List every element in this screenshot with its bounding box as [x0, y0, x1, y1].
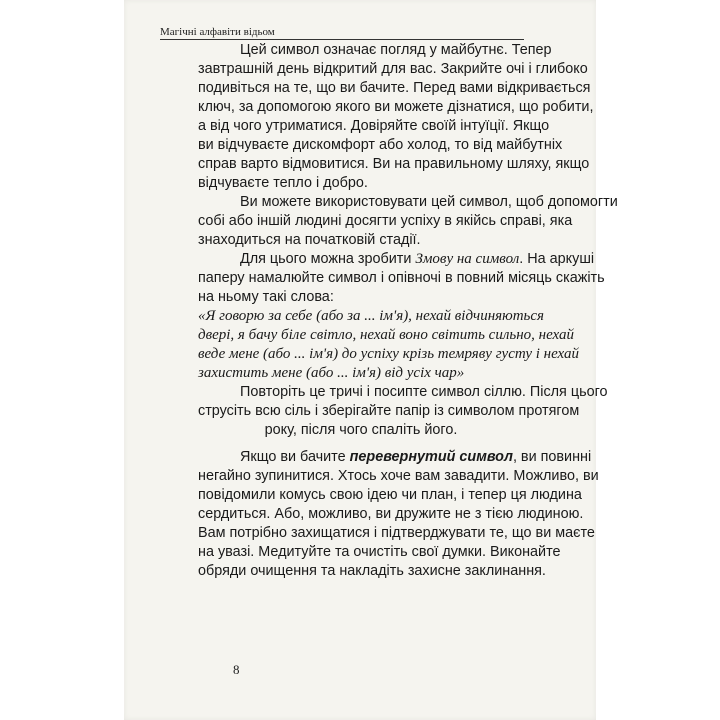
text-line: собі або іншій людині досягти успіху в якійсь справі, яка [198, 213, 573, 229]
paragraph-5 [160, 383, 608, 440]
text-line: «Я говорю за себе (або за ... ім'я), нехай відчиняються [198, 308, 544, 324]
text-line: подивіться на те, що ви бачите. Перед вами відкривається [198, 80, 591, 96]
running-header [160, 26, 524, 40]
text-line: паперу намалюйте символ і опівночі в повний місяць скажіть [198, 270, 605, 286]
text-line: повідомили комусь свою ідею чи план, і тепер ця людина [198, 487, 582, 503]
text-line: ключ, за допомогою якого ви можете дізнатися, що робити, [198, 99, 594, 115]
text-line: ви відчуваєте дискомфорт або холод, то від майбутніх [198, 137, 563, 153]
text-run: Якщо ви бачите [240, 449, 350, 465]
text-line: завтрашній день відкритий для вас. Закрийте очі і глибоко [198, 61, 588, 77]
text-line: на ньому такі слова: [198, 289, 334, 305]
text-line: двері, я бачу біле світло, нехай воно світить сильно, нехай [198, 327, 575, 343]
paragraph-2 [160, 193, 618, 250]
text-line: обряди очищення та накладіть захисне заклинання. [198, 563, 546, 579]
text-line: веде мене (або ... ім'я) до успіху крізь темряву густу і нехай [198, 346, 580, 362]
text-line: Повторіть це тричі і посипте символ сіллю. Після цього [240, 384, 608, 400]
page-number: 8 [233, 662, 240, 677]
text-line: Ви можете використовувати цей символ, щоб допомогти [240, 194, 618, 210]
running-title: Магічні алфавіти відьом [160, 26, 275, 38]
text-line: захистить мене (або ... ім'я) від усіх чар» [198, 365, 465, 381]
emphasis-text: Змову на символ [415, 251, 520, 267]
text-run: Для цього можна зробити [240, 251, 416, 267]
text-line: року, після чого спаліть його. [264, 422, 458, 438]
text-line [160, 448, 592, 467]
emphasis-text: перевернутий символ [349, 449, 513, 465]
text-line: сердиться. Або, можливо, ви дружите не з тією людиною. [198, 506, 584, 522]
text-run: . На аркуші [519, 251, 595, 267]
paragraph-1 [160, 41, 594, 193]
text-line: знаходиться на початковій стадії. [198, 232, 421, 248]
text-line: струсіть всю сіль і зберігайте папір із символом протягом [198, 403, 580, 419]
incantation-quote [160, 307, 580, 383]
paragraph-3 [160, 250, 605, 307]
text-run: , ви повинні [512, 449, 592, 465]
text-line: а від чого утриматися. Довіряйте своїй інтуїції. Якщо [198, 118, 550, 134]
page-body [160, 41, 618, 581]
text-line: на увазі. Медитуйте та очистіть свої думки. Виконайте [198, 544, 561, 560]
text-line: Вам потрібно захищатися і підтверджувати те, що ви маєте [198, 525, 595, 541]
paragraph-6 [160, 448, 599, 581]
text-line: Цей символ означає погляд у майбутнє. Тепер [240, 42, 552, 58]
text-line: справ варто відмовитися. Ви на правильному шляху, якщо [198, 156, 590, 172]
text-line: негайно зупинитися. Хтось хоче вам завадити. Можливо, ви [198, 468, 599, 484]
text-line: відчуваєте тепло і добро. [198, 175, 368, 191]
text-line [160, 250, 595, 269]
